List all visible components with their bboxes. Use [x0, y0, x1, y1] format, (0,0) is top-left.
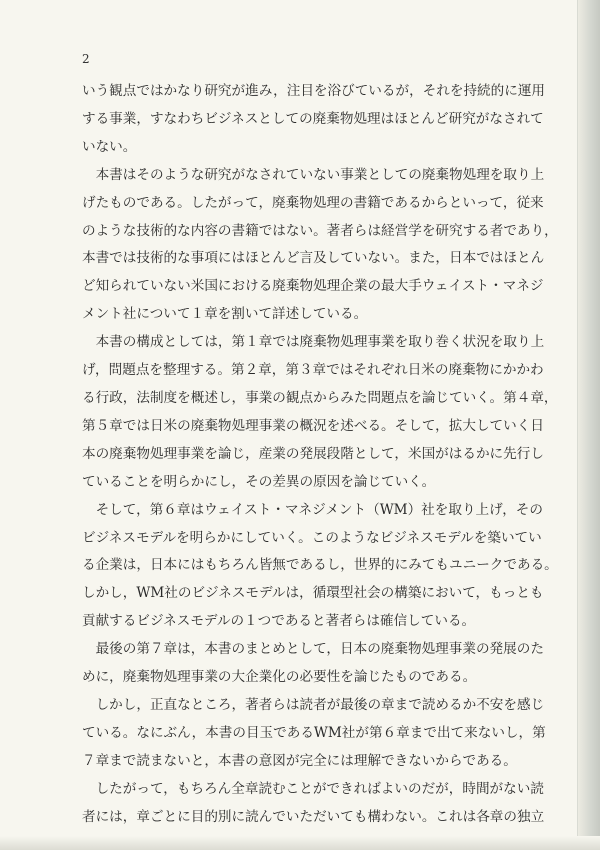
text-line: ど知られていない米国における廃棄物処理企業の最大手ウェイスト・マネジ [82, 278, 544, 295]
text-line: する事業，すなわちビジネスとしての廃棄物処理はほとんど研究がなされて [82, 110, 544, 127]
text-line: 本書では技術的な事項にはほとんど言及していない。また，日本ではほとん [82, 250, 545, 267]
text-line: しかし，WM社のビジネスモデルは，循環型社会の構築において，もっとも [82, 585, 544, 602]
text-line: ７章まで読まないと，本書の意図が完全には理解できないからである。 [82, 752, 517, 769]
page-number: 2 [82, 52, 90, 66]
text-line: 本書はそのような研究がなされていない事業としての廃棄物処理を取り上 [82, 166, 545, 183]
text-line: 第５章では日米の廃棄物処理事業の概況を述べる。そして，拡大していく日 [82, 417, 544, 434]
text-line: る企業は，日本にはもちろん皆無であるし，世界的にみてもユニークである。 [82, 557, 558, 574]
text-line: 最後の第７章は，本書のまとめとして，日本の廃棄物処理事業の発展のた [82, 641, 544, 658]
page-binding-edge [578, 0, 600, 850]
text-line: したがって，もちろん全章読むことができればよいのだが，時間がない読 [82, 780, 544, 797]
text-line: メント社について１章を割いて詳述している。 [82, 306, 368, 323]
text-line: ていることを明らかにし，その差異の原因を論じていく。 [82, 473, 436, 490]
body-text [82, 78, 558, 831]
text-line: そして，第６章はウェイスト・マネジメント（WM）社を取り上げ，その [82, 501, 543, 518]
text-line: 貢献するビジネスモデルの１つであると著者らは確信している。 [82, 613, 476, 630]
text-line: 本書の構成としては，第１章では廃棄物処理事業を取り巻く状況を取り上 [82, 334, 545, 351]
text-line: げたものである。したがって，廃棄物処理の書籍であるからといって，従来 [82, 194, 544, 211]
text-line: ビジネスモデルを明らかにしていく。このようなビジネスモデルを築いてい [82, 529, 542, 546]
text-line: いう観点ではかなり研究が進み，注目を浴びているが，それを持続的に運用 [82, 83, 546, 99]
text-line: めに，廃棄物処理事業の大企業化の必要性を論じたものである。 [82, 669, 477, 686]
text-line: しかし，正直なところ，著者らは読者が最後の章まで読めるか不安を感じ [82, 696, 545, 713]
text-line: る行政，法制度を概述し，事業の観点からみた問題点を論じていく。第４章， [82, 389, 558, 406]
text-line: 本の廃棄物処理事業を論じ，産業の発展段階として，米国がはるかに先行し [82, 445, 544, 462]
text-line: ている。なにぶん，本書の目玉であるWM社が第６章まで出て来ないし，第 [82, 724, 546, 741]
text-line: 者には，章ごとに目的別に読んでいただいても構わない。これは各章の独立 [82, 808, 545, 825]
text-line: げ，問題点を整理する。第２章，第３章ではそれぞれ日米の廃棄物にかかわ [82, 362, 544, 379]
text-line: のような技術的な内容の書籍ではない。著者らは経営学を研究する者であり， [82, 222, 558, 239]
page-bottom-shadow [0, 836, 600, 850]
text-line: いない。 [82, 138, 137, 155]
